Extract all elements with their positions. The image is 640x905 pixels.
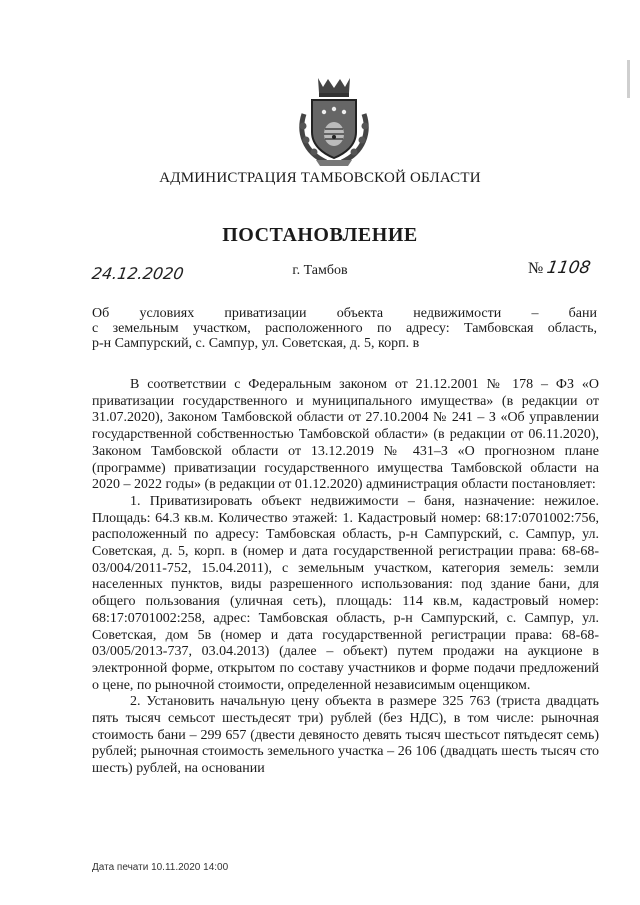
document-number: 1108 xyxy=(545,258,593,278)
document-subject xyxy=(92,306,597,351)
subject-line: р-н Сампурский, с. Сампур, ул. Советская, д. 5, корп. в xyxy=(92,336,420,351)
org-title: АДМИНИСТРАЦИЯ ТАМБОВСКОЙ ОБЛАСТИ xyxy=(159,170,481,186)
body-paragraph-item-1: 1. Приватизировать объект недвижимости – баня, назначение: нежилое. Площадь: 64.3 кв.м. Количество этажей: 1. Кадастровый номер: 68:17:0701002:756, расположенный по адресу: Тамбовская область, р-н Сампурский, с. Сампур, ул. Советская, д. 5, корп. в (номер и дата государственной регистрации права: 68-68-03/004/2011-752, 15.04.2011), с земельным участком, категория земель: земли населенных пунктов, виды разрешенного использования: под здание бани, для общего пользования (уличная сеть), площадь: 114 кв.м, кадастровый номер: 68:17:0701002:258, адрес: Тамбовская область, р-н Сампурский, с. Сампур, ул. Советская, дом 5в (номер и дата государственной регистрации права: 68-68-03/005/2013-737, 03.04.2013) (далее – объект) путем продажи на аукционе в электронной форме, открытом по составу участников и форме подачи предложений о цене, по рыночной стоимости, определенной независимым оценщиком. xyxy=(92,493,599,693)
document-date: 24.12.2020 xyxy=(90,264,185,283)
document-type-title: ПОСТАНОВЛЕНИЕ xyxy=(222,224,418,246)
scan-edge-mark xyxy=(627,60,630,98)
number-sign: № xyxy=(528,260,544,277)
subject-line: Об условиях приватизации объекта недвижимости – бани xyxy=(92,306,597,321)
body-paragraph-preamble: В соответствии с Федеральным законом от 21.12.2001 № 178 – ФЗ «О приватизации государственного и муниципального имущества» (в редакции от 31.07.2020), Законом Тамбовской области от 27.10.2004 № 241 – З «Об управлении государственной собственностью Тамбовской области» (в редакции от 06.11.2020), Законом Тамбовской области от 13.12.2019 № 431–З «О прогнозном плане (программе) приватизации государственного имущества Тамбовской области на 2020 – 2022 годы» (в редакции от 01.12.2020) администрация области постановляет: xyxy=(92,377,599,493)
subject-line: с земельным участком, расположенного по адресу: Тамбовская область, xyxy=(92,321,597,336)
body-paragraph-item-2: 2. Установить начальную цену объекта в размере 325 763 (триста двадцать пять тысяч семьсот шестьдесят три) рублей (без НДС), в том числе: рыночная стоимость бани – 299 657 (двести девяносто девять тысяч шестьсот пятьдесят семь) рублей; рыночная стоимость земельного участка – 26 106 (двадцать шесть тысяч сто шесть) рублей, на основании xyxy=(92,694,599,777)
print-date-footer: Дата печати 10.11.2020 14:00 xyxy=(92,862,229,873)
document-city: г. Тамбов xyxy=(292,263,348,278)
document-number-block xyxy=(528,258,591,278)
tambov-coat-of-arms-icon xyxy=(296,74,372,168)
document-body xyxy=(92,377,599,778)
